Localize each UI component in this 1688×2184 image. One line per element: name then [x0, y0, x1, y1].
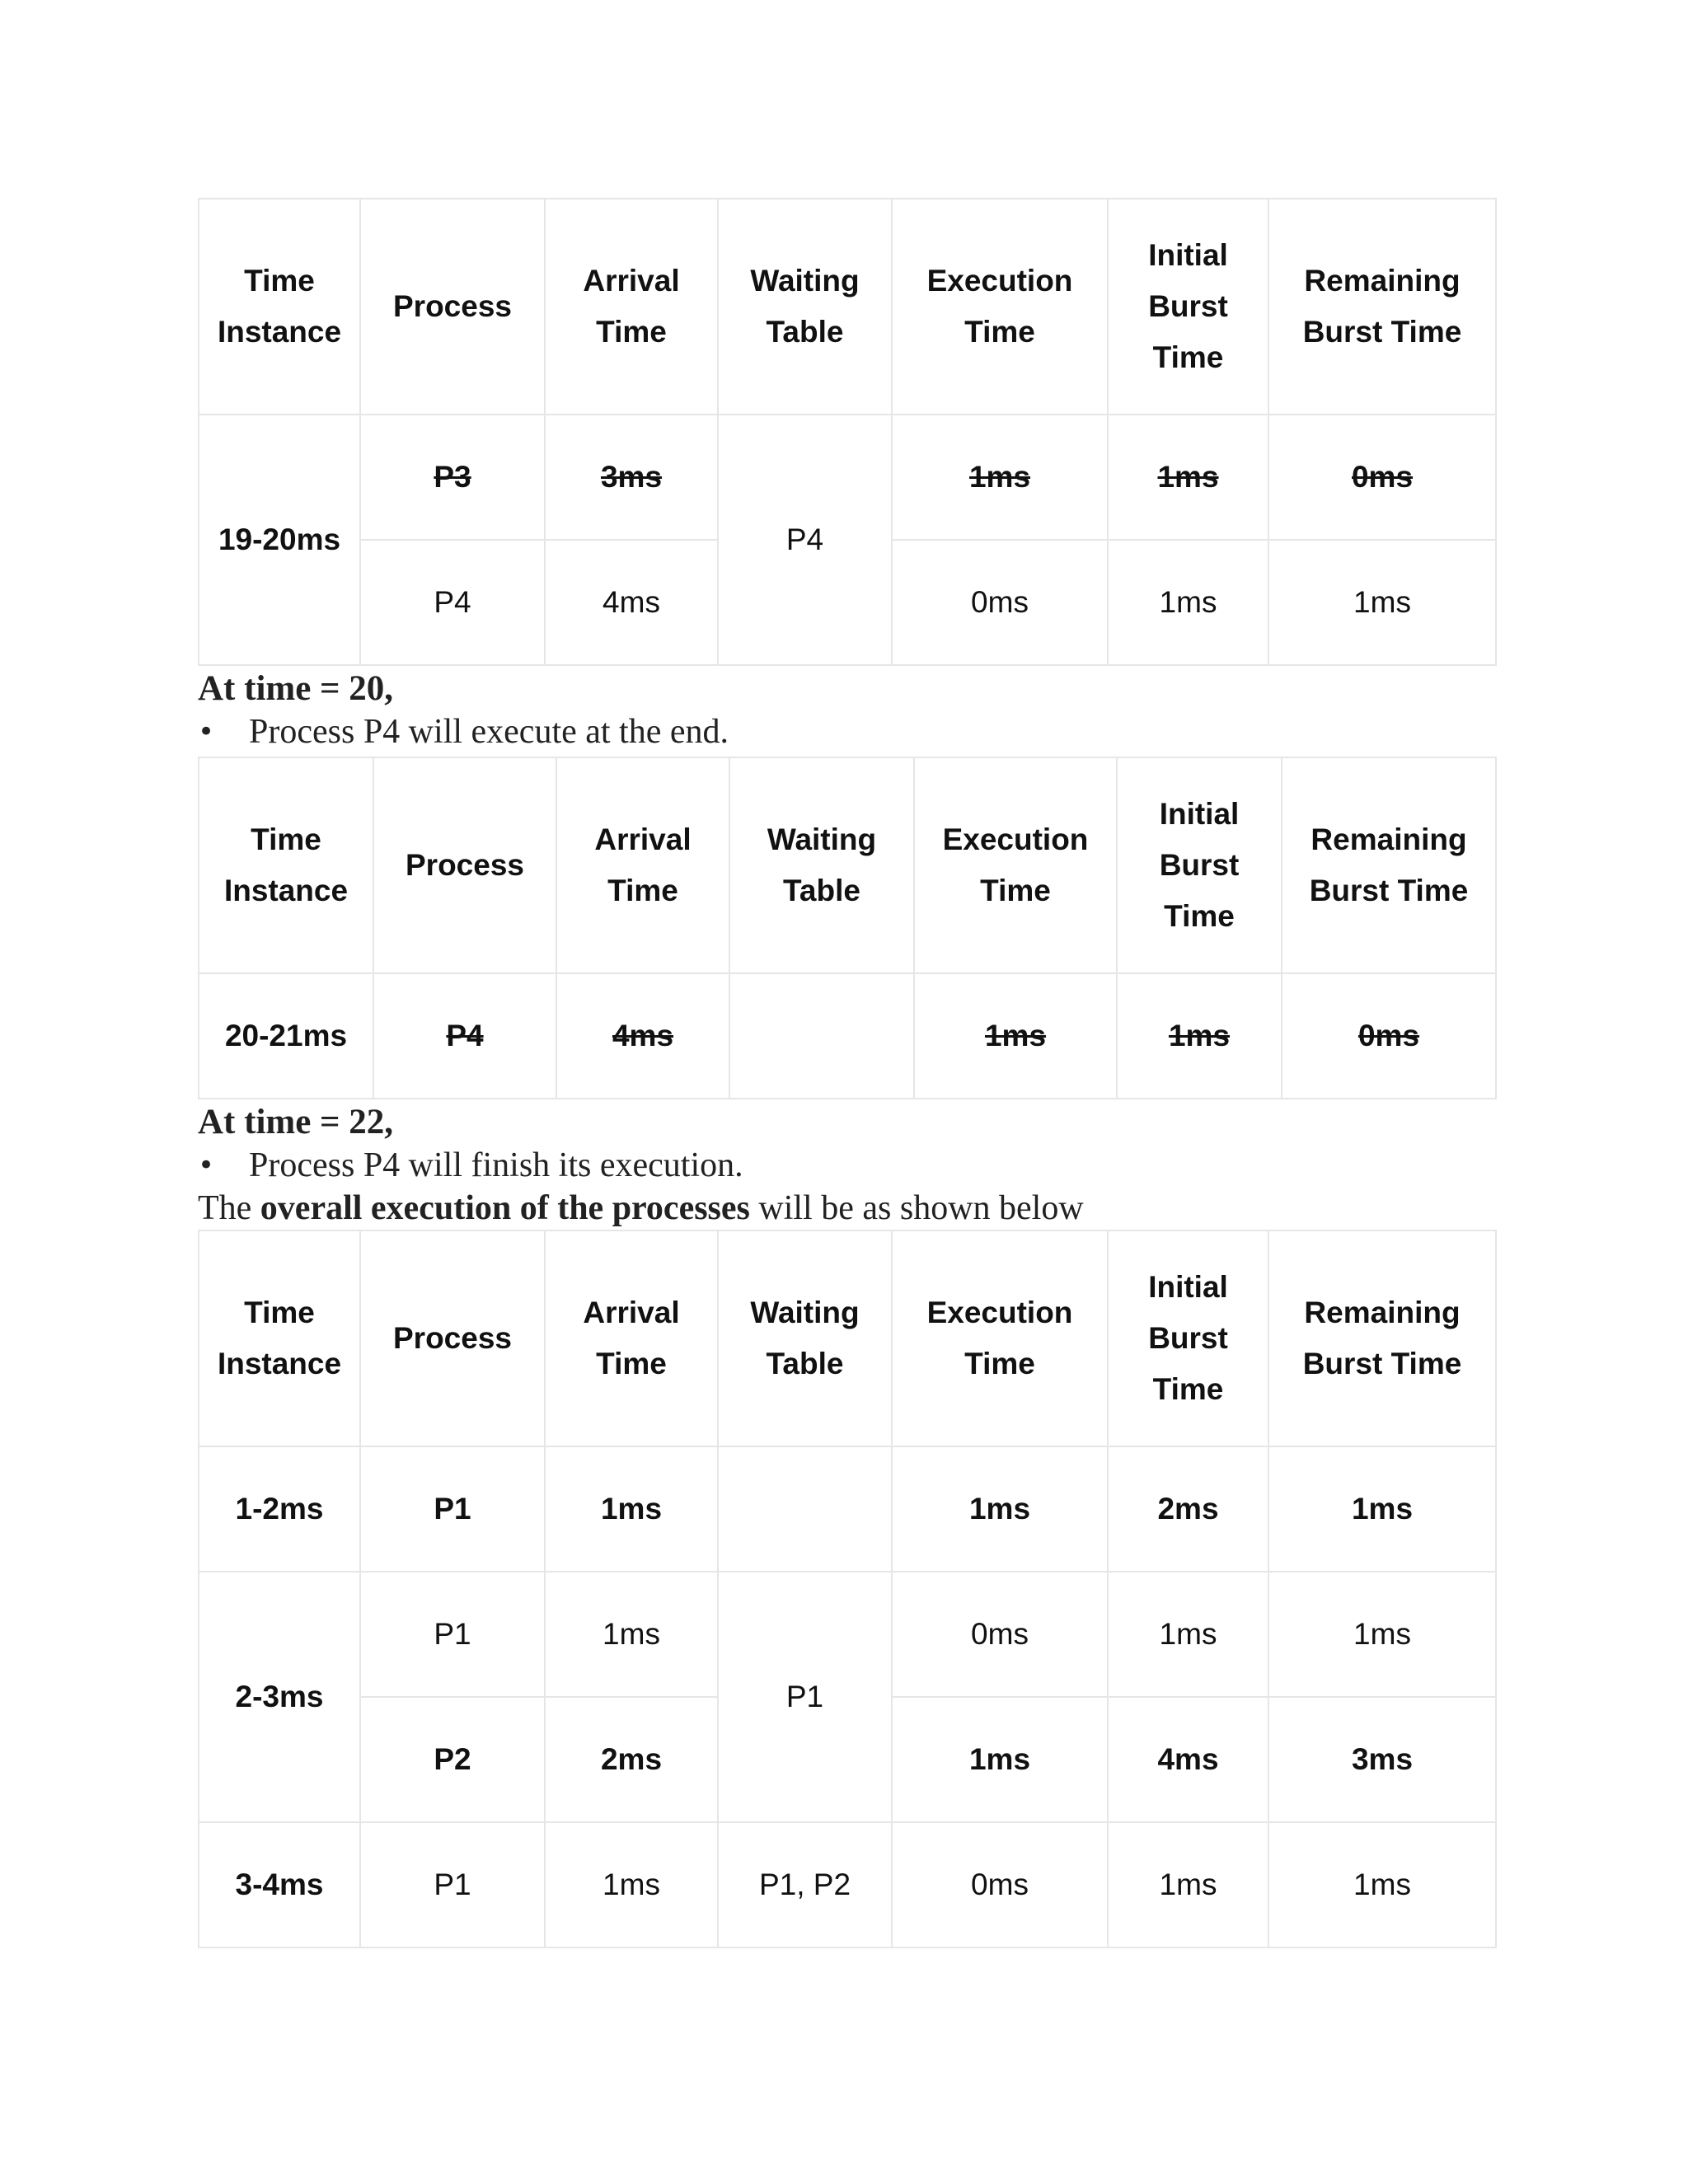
header-remaining-burst-time: Remaining Burst Time: [1268, 199, 1496, 415]
header-initial-burst-time: Initial Burst Time: [1117, 757, 1282, 973]
header-execution-time: Execution Time: [914, 757, 1117, 973]
table-header-row: [199, 1230, 1496, 1446]
remaining-burst-cell: 1ms: [1268, 1822, 1496, 1947]
overall-execution-table: [198, 1230, 1497, 1948]
execution-cell: 1ms: [892, 415, 1108, 540]
header-waiting-table: Waiting Table: [718, 199, 892, 415]
header-remaining-burst-time: Remaining Burst Time: [1268, 1230, 1496, 1446]
summary-bold: overall execution of the processes: [260, 1189, 750, 1227]
arrival-cell: 3ms: [545, 415, 718, 540]
header-time-instance: Time Instance: [199, 1230, 360, 1446]
header-execution-time: Execution Time: [892, 1230, 1108, 1446]
process-table-19-20ms: [198, 198, 1497, 666]
execution-cell: 0ms: [892, 1822, 1108, 1947]
bullet-icon: •: [198, 715, 215, 748]
bullet-icon: •: [198, 1149, 215, 1182]
waiting-cell: [718, 1446, 892, 1572]
header-waiting-table: Waiting Table: [718, 1230, 892, 1446]
execution-cell: 0ms: [892, 1572, 1108, 1697]
waiting-cell: P4: [718, 415, 892, 665]
arrival-cell: 1ms: [545, 1572, 718, 1697]
header-time-instance: Time Instance: [199, 199, 360, 415]
table-header-row: [199, 757, 1496, 973]
header-process: Process: [360, 199, 545, 415]
header-process: Process: [373, 757, 556, 973]
arrival-cell: 1ms: [545, 1822, 718, 1947]
initial-burst-cell: 1ms: [1108, 1572, 1268, 1697]
arrival-cell: 2ms: [545, 1697, 718, 1822]
header-arrival-time: Arrival Time: [556, 757, 729, 973]
initial-burst-cell: 1ms: [1108, 415, 1268, 540]
header-execution-time: Execution Time: [892, 199, 1108, 415]
header-initial-burst-time: Initial Burst Time: [1108, 199, 1268, 415]
execution-cell: 1ms: [892, 1446, 1108, 1572]
process-cell: P4: [373, 973, 556, 1099]
remaining-burst-cell: 3ms: [1268, 1697, 1496, 1822]
time-instance-cell: 2-3ms: [199, 1572, 360, 1822]
process-cell: P4: [360, 540, 545, 665]
process-cell: P1: [360, 1446, 545, 1572]
section-heading: At time = 22,: [198, 1103, 394, 1141]
process-table-20-21ms: [198, 757, 1497, 1099]
remaining-burst-cell: 1ms: [1268, 540, 1496, 665]
time-instance-cell: 1-2ms: [199, 1446, 360, 1572]
header-time-instance: Time Instance: [199, 757, 373, 973]
table-row: [199, 1822, 1496, 1947]
arrival-cell: 4ms: [556, 973, 729, 1099]
remaining-burst-cell: 0ms: [1282, 973, 1496, 1099]
process-cell: P1: [360, 1822, 545, 1947]
table-header-row: [199, 199, 1496, 415]
waiting-cell: P1: [718, 1572, 892, 1822]
time-instance-cell: 20-21ms: [199, 973, 373, 1099]
process-cell: P3: [360, 415, 545, 540]
remaining-burst-cell: 1ms: [1268, 1572, 1496, 1697]
execution-cell: 1ms: [914, 973, 1117, 1099]
arrival-cell: 1ms: [545, 1446, 718, 1572]
table-row: [199, 1572, 1496, 1697]
bullet-text: Process P4 will execute at the end.: [249, 713, 729, 751]
waiting-cell: [729, 973, 914, 1099]
initial-burst-cell: 2ms: [1108, 1446, 1268, 1572]
summary-prefix: The: [198, 1189, 260, 1227]
bullet-text: Process P4 will finish its execution.: [249, 1146, 743, 1184]
time-instance-cell: 3-4ms: [199, 1822, 360, 1947]
execution-cell: 1ms: [892, 1697, 1108, 1822]
waiting-cell: P1, P2: [718, 1822, 892, 1947]
header-arrival-time: Arrival Time: [545, 199, 718, 415]
header-initial-burst-time: Initial Burst Time: [1108, 1230, 1268, 1446]
initial-burst-cell: 1ms: [1108, 1822, 1268, 1947]
table-row: [199, 415, 1496, 540]
header-waiting-table: Waiting Table: [729, 757, 914, 973]
table-row: [199, 1446, 1496, 1572]
initial-burst-cell: 1ms: [1108, 540, 1268, 665]
initial-burst-cell: 1ms: [1117, 973, 1282, 1099]
remaining-burst-cell: 1ms: [1268, 1446, 1496, 1572]
time-instance-cell: 19-20ms: [199, 415, 360, 665]
header-process: Process: [360, 1230, 545, 1446]
process-cell: P2: [360, 1697, 545, 1822]
process-cell: P1: [360, 1572, 545, 1697]
table-row: [199, 973, 1496, 1099]
section-heading: At time = 20,: [198, 669, 394, 708]
remaining-burst-cell: 0ms: [1268, 415, 1496, 540]
arrival-cell: 4ms: [545, 540, 718, 665]
header-arrival-time: Arrival Time: [545, 1230, 718, 1446]
summary-suffix: will be as shown below: [749, 1189, 1084, 1227]
summary-text: [198, 1187, 1084, 1230]
initial-burst-cell: 4ms: [1108, 1697, 1268, 1822]
execution-cell: 0ms: [892, 540, 1108, 665]
header-remaining-burst-time: Remaining Burst Time: [1282, 757, 1496, 973]
